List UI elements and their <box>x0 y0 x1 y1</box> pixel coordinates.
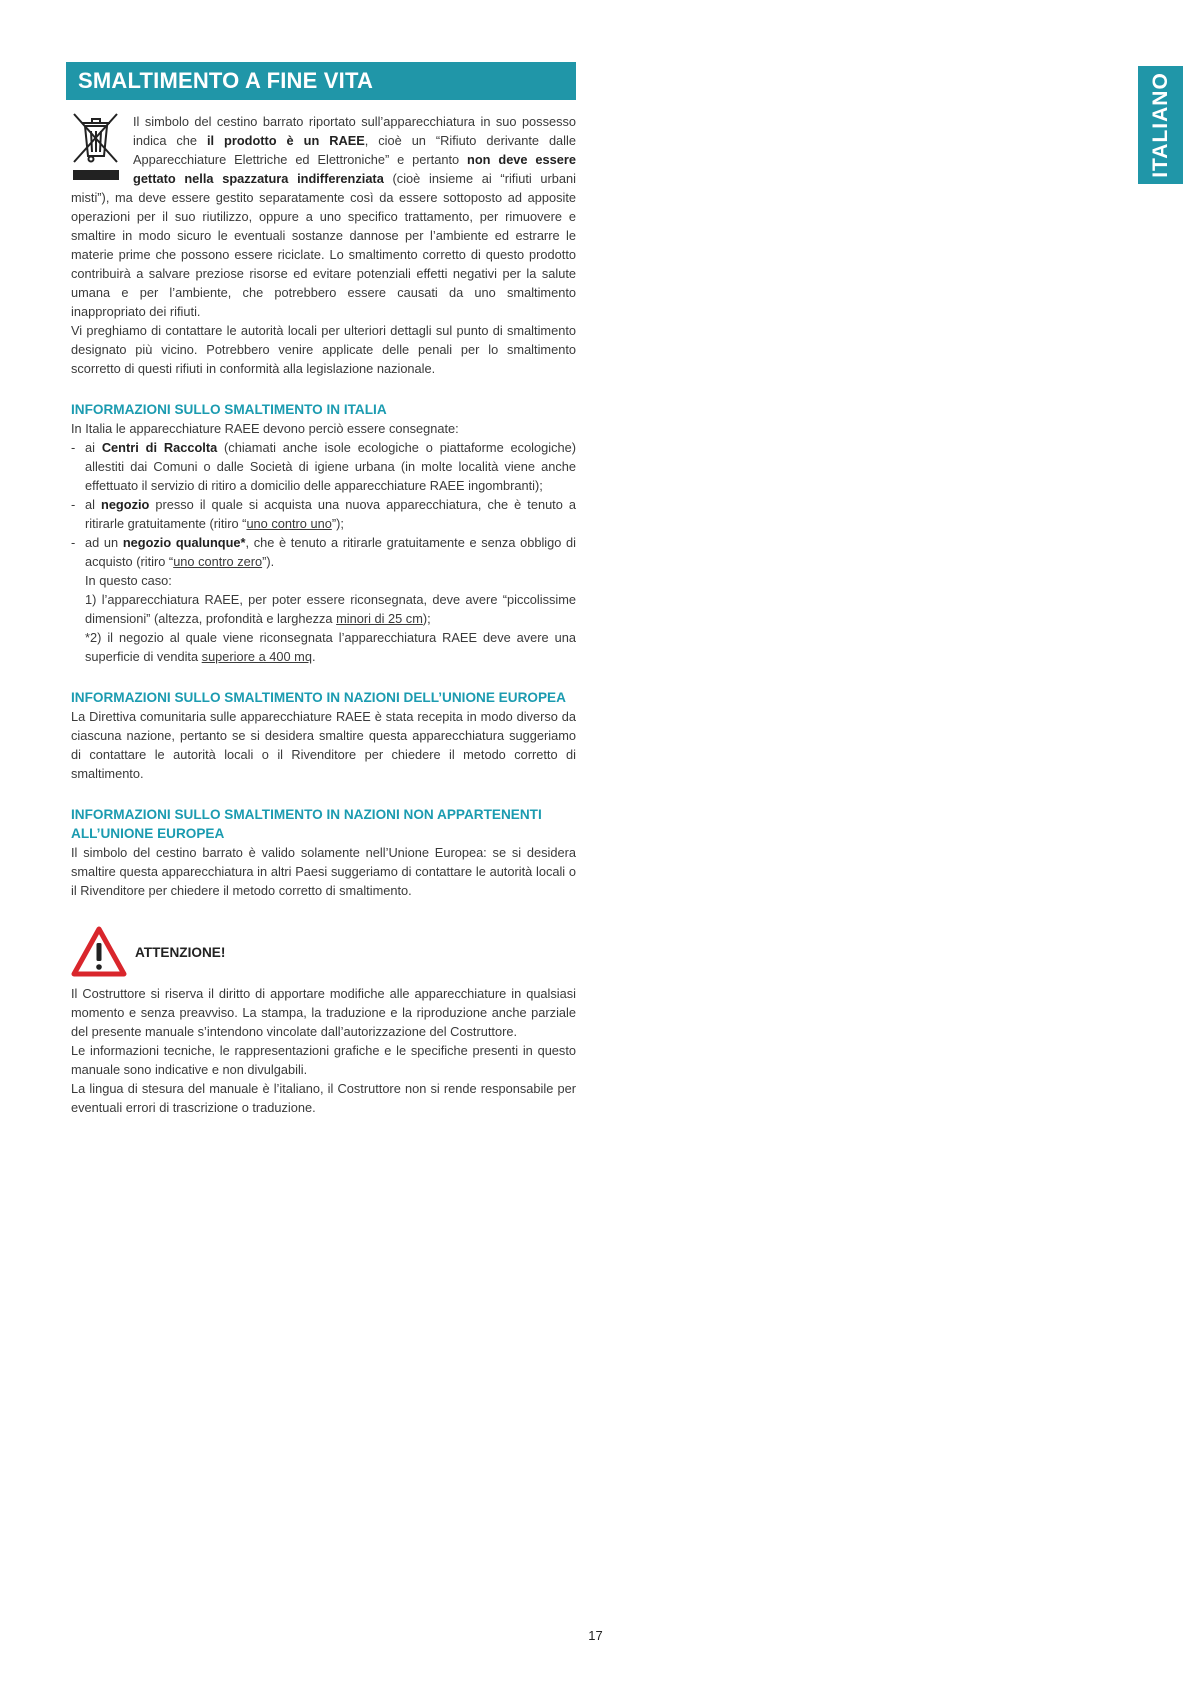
case-intro: In questo caso: <box>85 573 172 588</box>
language-tab <box>1138 66 1183 184</box>
section-title-bar <box>66 62 576 100</box>
warning-paragraph-1: Il Costruttore si riserva il diritto di apportare modifiche alle apparecchiature in qualsiasi momento e senza preavviso. La stampa, la traduzione e la riproduzione anche parziale del presente manuale s’intendono vincolate dall’autorizzazione del Costruttore. <box>71 986 576 1039</box>
contact-paragraph: Vi preghiamo di contattare le autorità locali per ulteriori dettagli sul punto di smaltimento designato più vicino. Potrebbero venire applicate delle penali per lo smaltimento scorretto di questi rifiuti in conformità alla legislazione nazionale. <box>71 323 576 376</box>
non-eu-section-title: INFORMAZIONI SULLO SMALTIMENTO IN NAZIONI NON APPARTENENTI ALL’UNIONE EUROPEA <box>71 807 542 841</box>
italy-lead: In Italia le apparecchiature RAEE devono perciò essere consegnate: <box>71 421 459 436</box>
warning-paragraph-3: La lingua di stesura del manuale è l’italiano, il Costruttore non si rende responsabile per eventuali errori di trascrizione o traduzione. <box>71 1081 576 1115</box>
eu-paragraph: La Direttiva comunitaria sulle apparecchiature RAEE è stata recepita in modo diverso da ciascuna nazione, pertanto se si desidera smaltire questa apparecchiatura suggeriamo di contattare le autorità locali o il Rivenditore per chiedere il metodo corretto di smaltimento. <box>71 709 576 781</box>
intro-paragraph: Il simbolo del cestino barrato riportato sull’apparecchiatura in suo possesso indica che il prodotto è un RAEE, cioè un “Rifiuto derivante dalle Apparecchiature Elettriche ed Elettroniche” e pertanto non deve essere gettato nella spazzatura indifferenziata (cioè insieme ai “rifiuti urbani misti”), ma deve essere gestito separatamente così da essere sottoposto ad apposite operazioni per il suo riutilizzo, oppure a uno specifico trattamento, per rimuovere e smaltire in modo sicuro le eventuali sostanze dannose per l’ambiente ed estrarre le materie prime che possono essere riciclate. Lo smaltimento corretto di questo prodotto contribuirà a salvare preziose risorse ed evitare potenziali effetti negativi per la salute umana e per l’ambiente, che potrebbero essere causati da uno smaltimento inappropriato dei rifiuti. <box>71 114 576 319</box>
case-condition-1: 1) l’apparecchiatura RAEE, per poter essere riconsegnata, deve avere “piccolissime dimensioni” (altezza, profondità e larghezza minori di 25 cm); <box>85 592 576 626</box>
case-condition-2: *2) il negozio al quale viene riconsegnata l’apparecchiatura RAEE deve avere una superficie di vendita superiore a 400 mq. <box>85 630 576 664</box>
page-title: SMALTIMENTO A FINE VITA <box>78 68 374 93</box>
non-eu-paragraph: Il simbolo del cestino barrato è valido solamente nell’Unione Europea: se si desidera smaltire questa apparecchiatura in altri Paesi suggeriamo di contattare le autorità locali o il Rivenditore per chiedere il metodo corretto di smaltimento. <box>71 845 576 898</box>
language-tab-label: ITALIANO <box>1148 72 1172 178</box>
list-item: - al negozio presso il quale si acquista una nuova apparecchiatura, che è tenuto a ritirarle gratuitamente (ritiro “uno contro uno”); <box>71 495 576 533</box>
warning-triangle-icon <box>71 926 127 978</box>
warning-label: ATTENZIONE! <box>135 944 226 960</box>
warning-header <box>71 924 576 980</box>
crossed-out-wheelie-bin-icon <box>71 112 121 182</box>
eu-section-title: INFORMAZIONI SULLO SMALTIMENTO IN NAZIONI DELL’UNIONE EUROPEA <box>71 690 566 705</box>
warning-paragraph-2: Le informazioni tecniche, le rappresentazioni grafiche e le specifiche presenti in questo manuale sono indicative e non divulgabili. <box>71 1043 576 1077</box>
page-number: 17 <box>588 1628 603 1643</box>
italy-disposal-list <box>71 438 576 571</box>
main-content <box>71 112 576 1117</box>
list-item: - ad un negozio qualunque*, che è tenuto a ritirarle gratuitamente e senza obbligo di acquisto (ritiro “uno contro zero”). <box>71 533 576 571</box>
italy-section-title: INFORMAZIONI SULLO SMALTIMENTO IN ITALIA <box>71 402 387 417</box>
list-item: - ai Centri di Raccolta (chiamati anche isole ecologiche o piattaforme ecologiche) allestiti dai Comuni o dalle Società di igiene urbana (in molte località viene anche effettuato il servizio di ritiro a domicilio delle apparecchiature RAEE ingombranti); <box>71 438 576 495</box>
